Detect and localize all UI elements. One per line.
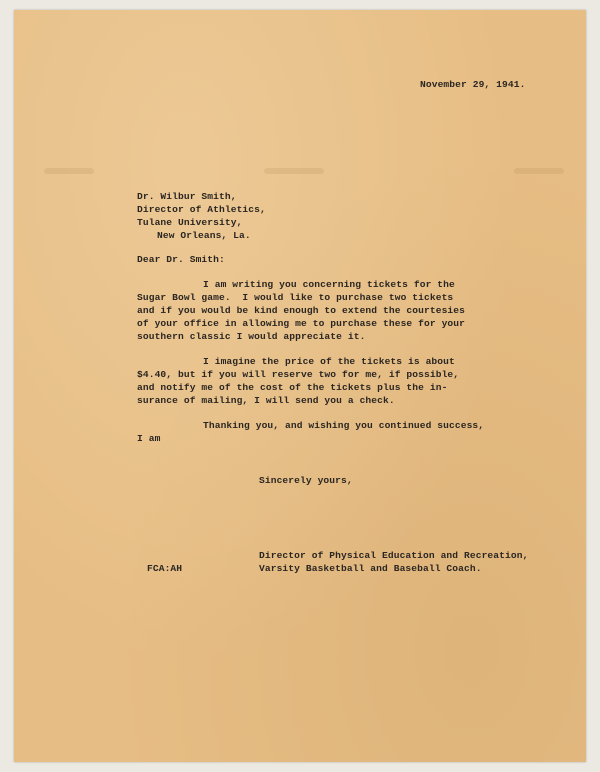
addressee-line: New Orleans, La. xyxy=(157,230,251,241)
paper-smudge xyxy=(264,168,324,174)
signature-block-line: Director of Physical Education and Recreation, xyxy=(259,550,529,561)
paragraph2-line: and notify me of the cost of the tickets plus the in- xyxy=(137,382,448,393)
paragraph1-line: southern classic I would appreciate it. xyxy=(137,331,366,342)
paragraph1-line: and if you would be kind enough to extend the courtesies xyxy=(137,305,466,316)
paragraph3-line: I am xyxy=(137,433,161,444)
paragraph2-line: I imagine the price of the tickets is about xyxy=(203,356,455,367)
addressee-line: Director of Athletics, xyxy=(137,204,266,215)
paragraph1-line: of your office in allowing me to purchase these for your xyxy=(137,318,466,329)
addressee-line: Dr. Wilbur Smith, xyxy=(137,191,237,202)
paragraph3-line: Thanking you, and wishing you continued success, xyxy=(203,420,485,431)
paper-smudge xyxy=(514,168,564,174)
signature-block-line: Varsity Basketball and Baseball Coach. xyxy=(259,563,482,574)
paragraph1-line: I am writing you concerning tickets for the xyxy=(203,279,455,290)
paper-smudge xyxy=(44,168,94,174)
salutation: Dear Dr. Smith: xyxy=(137,254,225,265)
typist-initials: FCA:AH xyxy=(147,563,183,574)
letter-page xyxy=(14,10,586,762)
paragraph1-line: Sugar Bowl game. I would like to purchase two tickets xyxy=(137,292,454,303)
letter-date: November 29, 1941. xyxy=(420,79,526,90)
addressee-line: Tulane University, xyxy=(137,217,243,228)
paragraph2-line: $4.40, but if you will reserve two for me, if possible, xyxy=(137,369,460,380)
closing: Sincerely yours, xyxy=(259,475,353,486)
paragraph2-line: surance of mailing, I will send you a check. xyxy=(137,395,395,406)
